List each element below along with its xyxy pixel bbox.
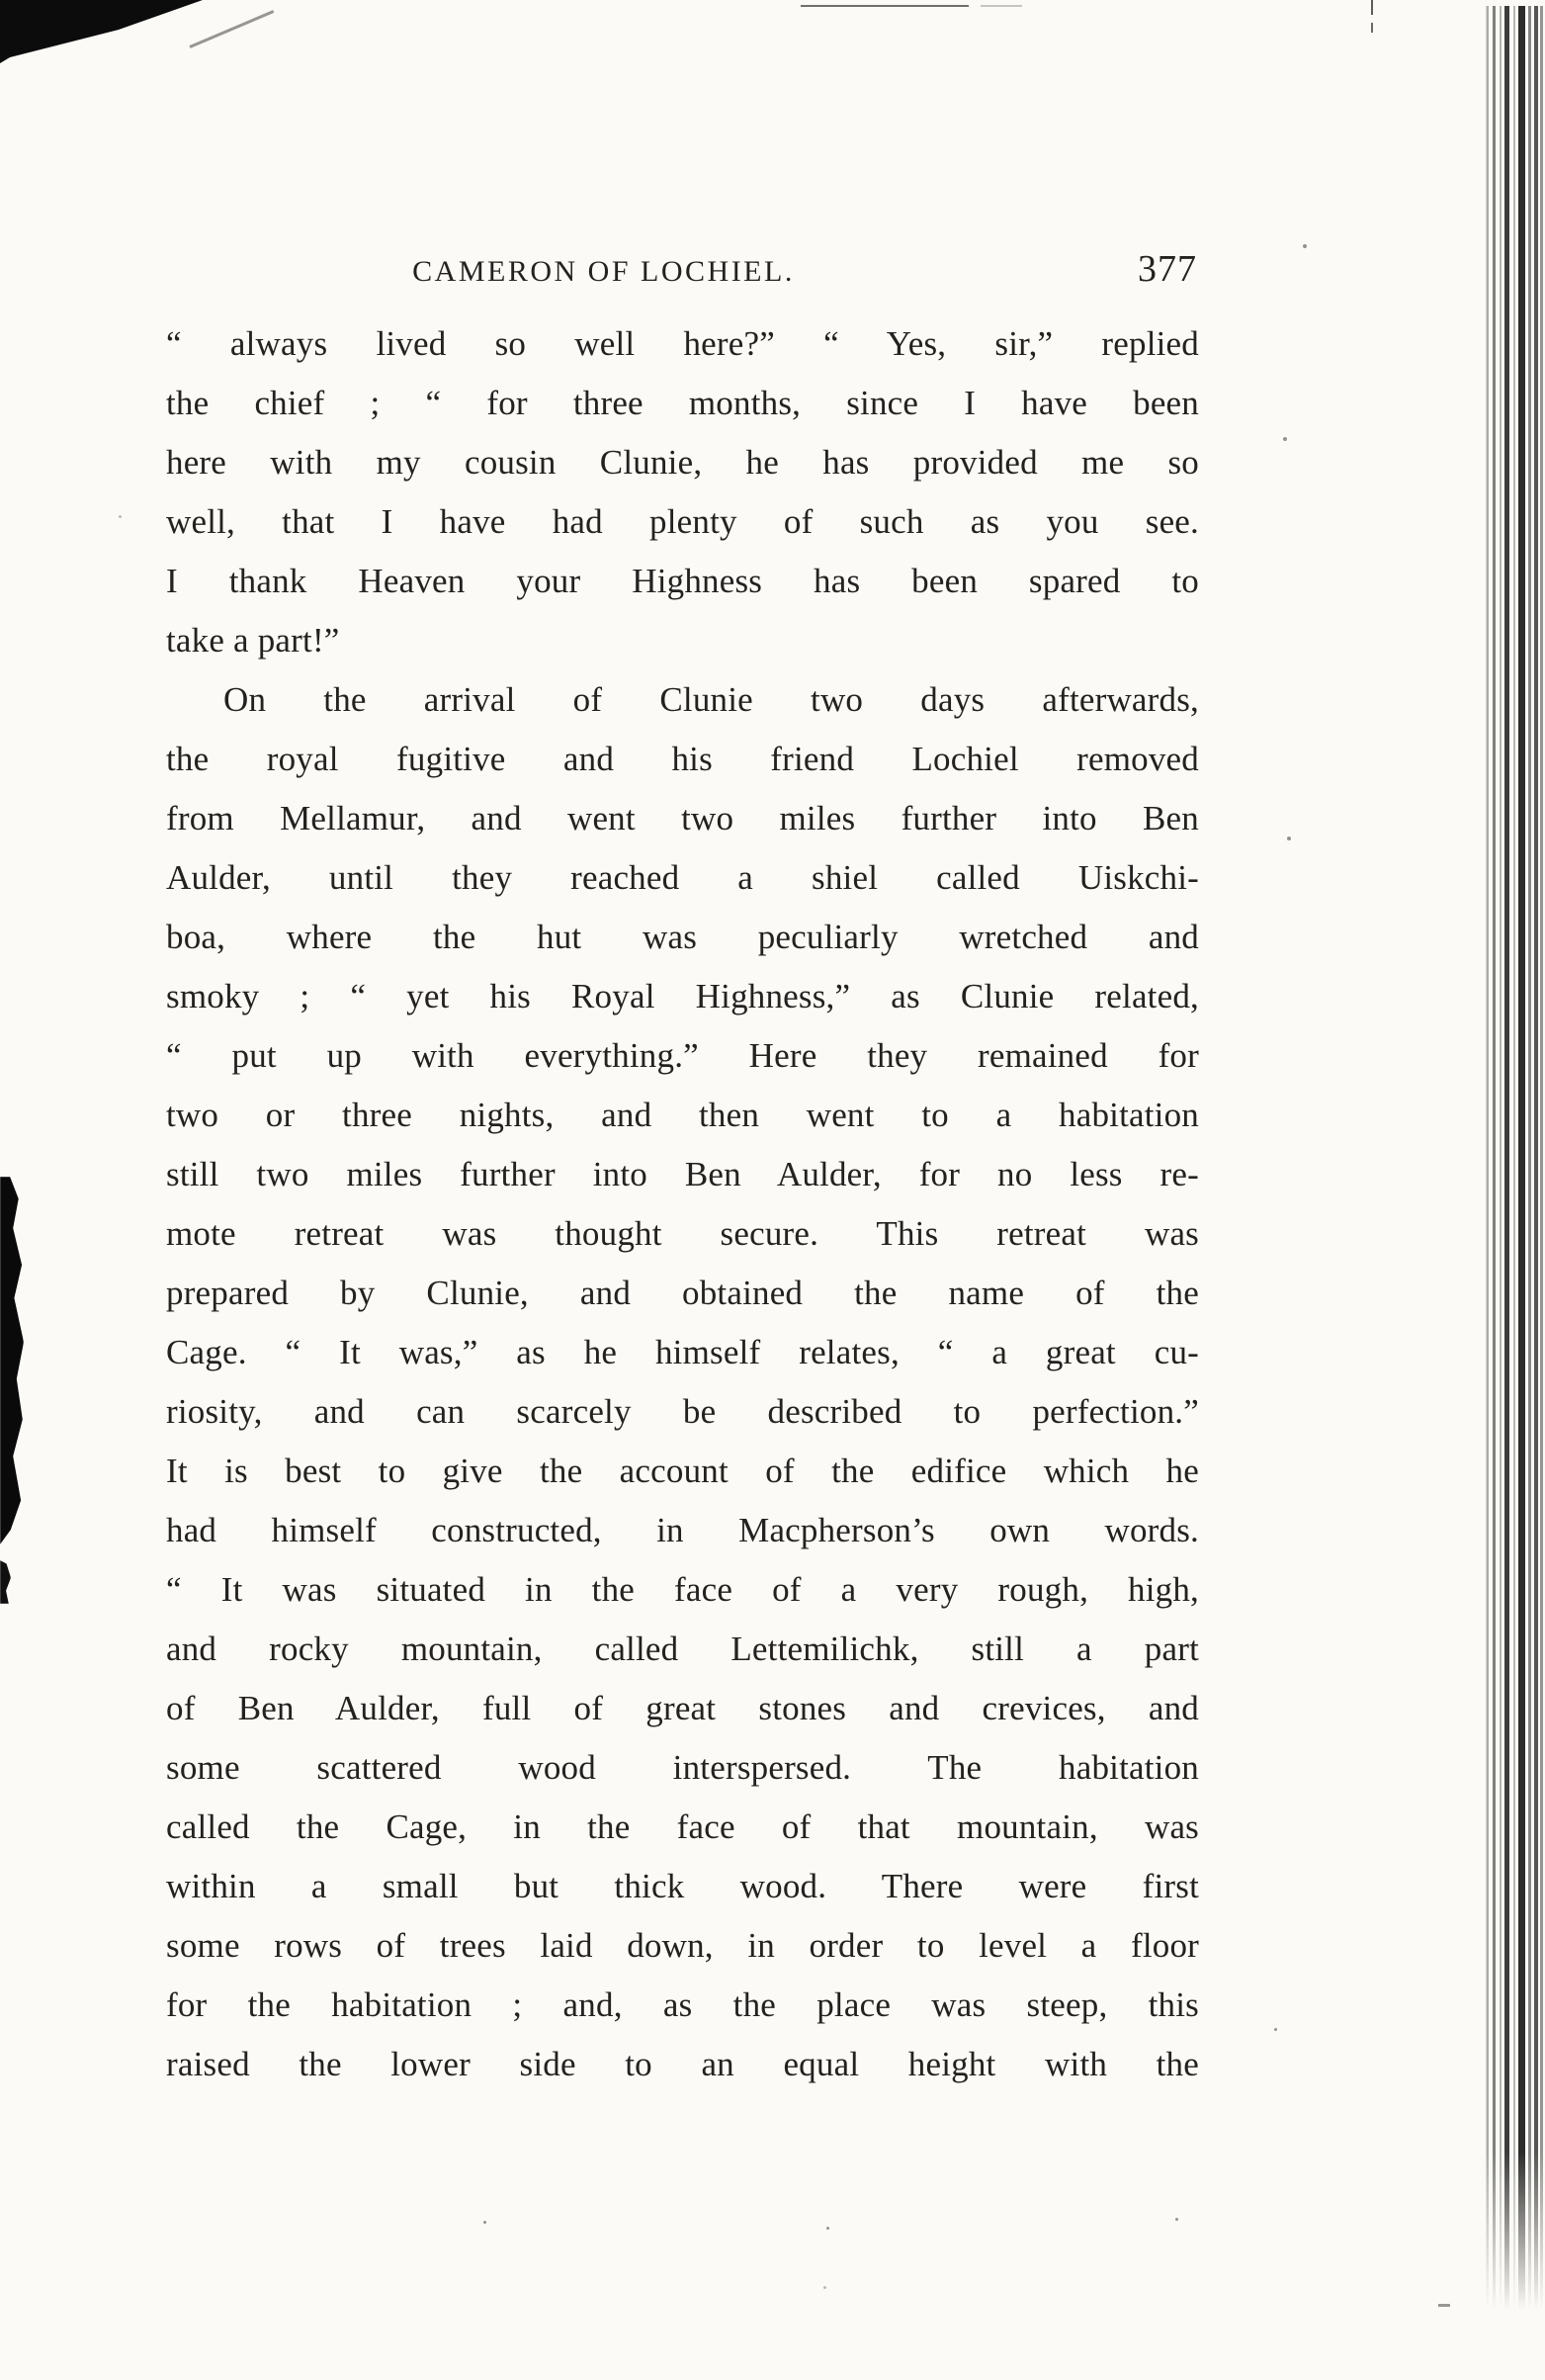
text-line: Cage. “ It was,” as he himself relates, “ a great cu- — [166, 1333, 1199, 1371]
text-line: and rocky mountain, called Lettemilichk, still a part — [166, 1630, 1199, 1668]
scan-artifact-bottom-dash — [1438, 2304, 1450, 2307]
text-line: the royal fugitive and his friend Lochiel removed — [166, 740, 1199, 778]
text-line: some rows of trees laid down, in order to level a floor — [166, 1926, 1199, 1965]
text-line: smoky ; “ yet his Royal Highness,” as Clunie related, — [166, 977, 1199, 1015]
text-line: mote retreat was thought secure. This retreat was — [166, 1214, 1199, 1253]
scan-speck — [119, 515, 122, 518]
text-line: still two miles further into Ben Aulder, for no less re- — [166, 1155, 1199, 1193]
text-block — [166, 247, 1199, 2094]
scan-artifact-left-blob-small — [0, 1560, 11, 1604]
scan-speck — [1175, 2218, 1178, 2221]
text-line: “ put up with everything.” Here they remained for — [166, 1036, 1199, 1075]
scan-speck — [826, 2227, 829, 2230]
text-line: On the arrival of Clunie two days afterwards, — [223, 680, 1199, 719]
text-line: prepared by Clunie, and obtained the name of the — [166, 1274, 1199, 1312]
body-text — [166, 314, 1199, 2094]
text-line: well, that I have had plenty of such as you see. — [166, 502, 1199, 541]
text-line: “ It was situated in the face of a very rough, high, — [166, 1570, 1199, 1609]
text-line: “ always lived so well here?” “ Yes, sir,” replied — [166, 324, 1199, 363]
scan-artifact-top-dash — [1371, 23, 1373, 33]
text-line: two or three nights, and then went to a habitation — [166, 1096, 1199, 1134]
scan-speck — [483, 2221, 486, 2224]
page-number: 377 — [1138, 248, 1197, 290]
running-title: CAMERON OF LOCHIEL. — [412, 255, 795, 288]
text-line: some scattered wood interspersed. The habitation — [166, 1748, 1199, 1787]
text-line: within a small but thick wood. There were first — [166, 1867, 1199, 1905]
text-line: take a part!” — [166, 621, 340, 660]
scan-speck — [1283, 437, 1287, 441]
text-line: here with my cousin Clunie, he has provided me so — [166, 443, 1199, 482]
scan-speck — [823, 2286, 826, 2289]
text-line: called the Cage, in the face of that mountain, was — [166, 1807, 1199, 1846]
text-line: from Mellamur, and went two miles further into Ben — [166, 799, 1199, 837]
scan-artifact-top-line-faint — [981, 5, 1022, 7]
text-line: It is best to give the account of the edifice which he — [166, 1452, 1199, 1490]
scan-speck — [1303, 244, 1307, 248]
scan-artifact-corner-tail — [189, 10, 274, 48]
text-line: boa, where the hut was peculiarly wretched and — [166, 918, 1199, 956]
text-line: I thank Heaven your Highness has been spared to — [166, 562, 1199, 600]
page-edge-lines — [1486, 6, 1545, 2310]
text-line: raised the lower side to an equal height with the — [166, 2045, 1199, 2083]
scan-speck — [1274, 2028, 1277, 2031]
text-line: riosity, and can scarcely be described to perfection.” — [166, 1392, 1199, 1431]
text-line: of Ben Aulder, full of great stones and crevices, and — [166, 1689, 1199, 1727]
scan-artifact-top-dash — [1371, 0, 1373, 15]
scan-artifact-top-line — [801, 5, 969, 7]
text-line: for the habitation ; and, as the place was steep, this — [166, 1985, 1199, 2024]
text-line: the chief ; “ for three months, since I have been — [166, 384, 1199, 422]
scan-speck — [1287, 837, 1291, 840]
scan-artifact-corner-wedge — [0, 0, 213, 63]
scan-artifact-left-blob — [0, 1177, 24, 1544]
page-header — [166, 247, 1199, 314]
text-line: had himself constructed, in Macpherson’s own words. — [166, 1511, 1199, 1549]
text-line: Aulder, until they reached a shiel called Uiskchi- — [166, 858, 1199, 897]
